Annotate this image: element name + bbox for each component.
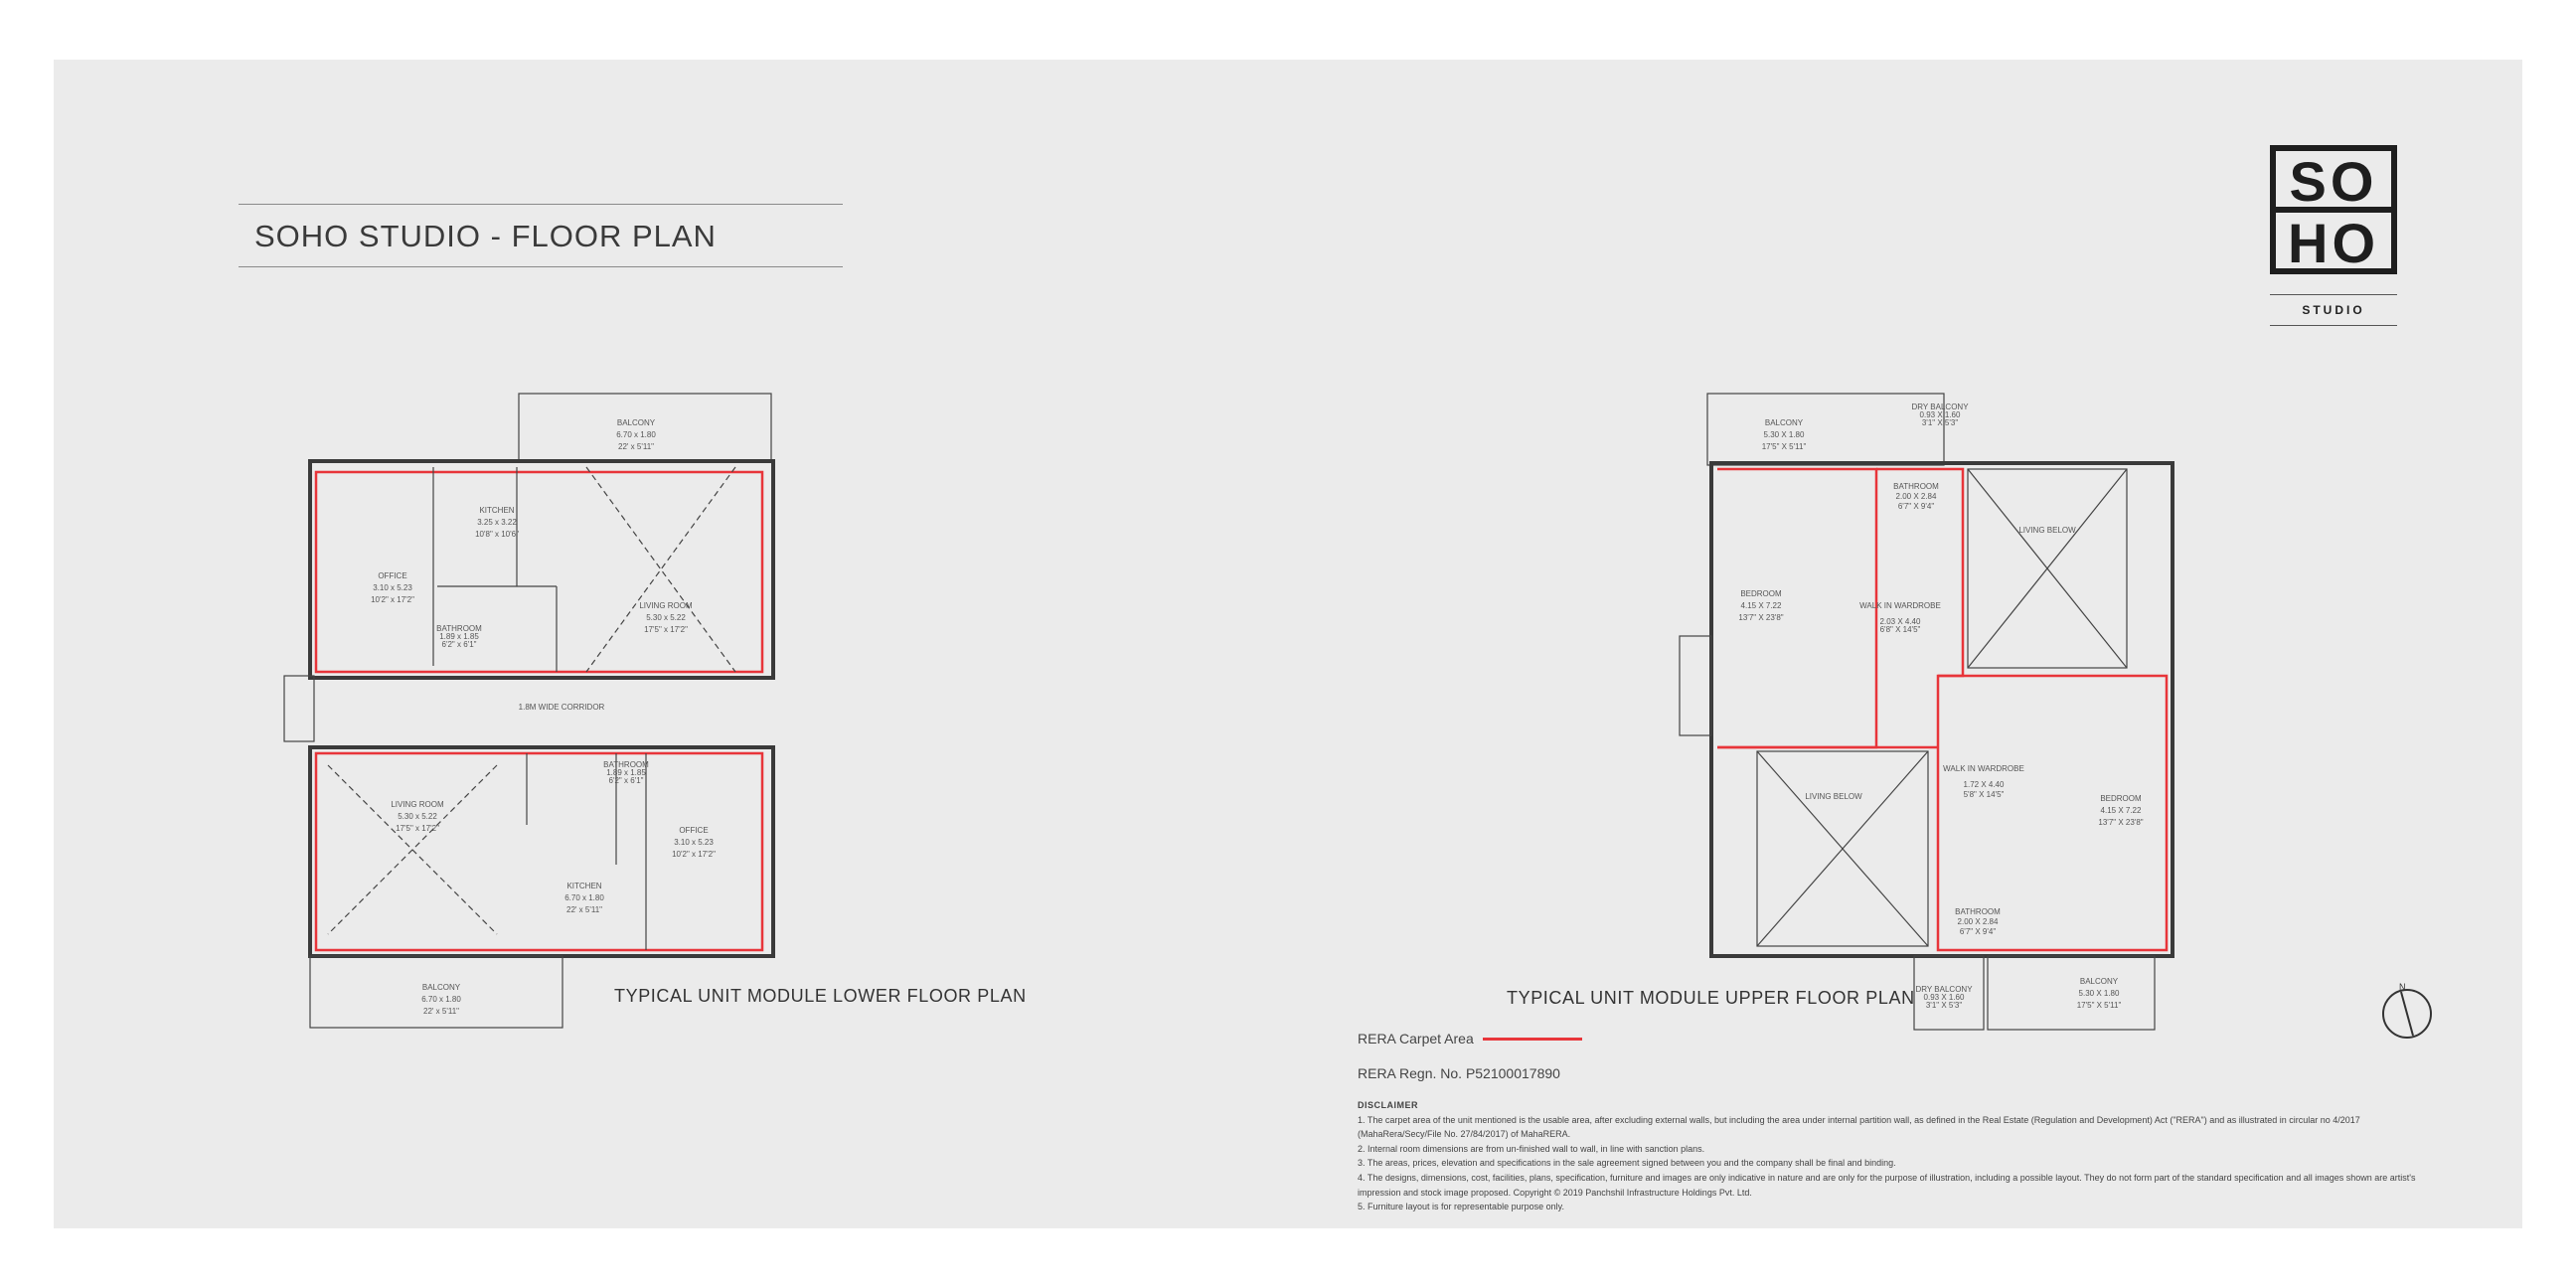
lower-top-living-name: LIVING ROOM [639,601,693,610]
lower-bottom-kitchen-dim1: 6.70 x 1.80 [564,893,604,902]
upper-plan-caption: TYPICAL UNIT MODULE UPPER FLOOR PLAN [1507,988,1915,1008]
upper-bath-top-name: BATHROOM [1893,482,1939,491]
upper-bath-bottom-dim2: 6'7" X 9'4" [1959,927,1997,936]
lower-bottom-office-dim1: 3.10 x 5.23 [674,838,714,847]
compass-north-label: N [2399,982,2406,992]
upper-unit-walls [1711,463,2173,956]
lower-top-bath-name: BATHROOM [436,624,482,633]
lower-bottom-kitchen-name: KITCHEN [566,882,602,890]
upper-side-box [1680,636,1711,735]
upper-wiw-top-dim2: 6'8" X 14'5" [1879,625,1921,634]
upper-balcony-bottom-dim1: 5.30 X 1.80 [2078,989,2120,998]
lower-top-unit-walls [310,461,773,678]
upper-dry-balcony-bottom-dim1: 0.93 X 1.60 [1923,993,1965,1002]
lower-top-kitchen-name: KITCHEN [479,506,515,515]
upper-living-below-top: LIVING BELOW [2018,526,2076,535]
lower-top-balcony-dim1: 6.70 x 1.80 [616,430,656,439]
upper-balcony-top-dim1: 5.30 X 1.80 [1763,430,1805,439]
upper-wiw-bottom-dim1: 1.72 X 4.40 [1963,780,2005,789]
lower-top-balcony-name: BALCONY [616,418,656,427]
upper-bedroom-top-dim2: 13'7" X 23'8" [1738,613,1784,622]
disclaimer-heading: DISCLAIMER [1358,1100,1418,1110]
disclaimer-item: 1. The carpet area of the unit mentioned is the usable area, after excluding external walls, but including the area under internal partition wall, as defined in the Real Estate (Regulation and Development) Act ("RERA") and as illustrated in circular no 4/2017 (MahaRera/Secy/File No. 27/84/2017) of MahaRERA. [1358,1114,2360,1140]
lower-bottom-living-dim2: 17'5" x 17'2" [396,824,439,833]
upper-bedroom-bottom-dim1: 4.15 X 7.22 [2100,806,2142,815]
north-compass [2377,980,2437,1045]
lower-plan-caption: TYPICAL UNIT MODULE LOWER FLOOR PLAN [614,986,1027,1006]
upper-wiw-top-dim1: 2.03 X 4.40 [1879,617,1921,626]
lower-top-kitchen-dim1: 3.25 x 3.22 [477,518,517,527]
upper-balcony-top-dim2: 17'5" X 5'11" [1761,442,1807,451]
upper-balcony-bottom-dim2: 17'5" X 5'11" [2076,1001,2122,1010]
lower-bottom-bath-dim1: 1.89 x 1.85 [606,768,646,777]
disclaimer-item: 2. Internal room dimensions are from un-finished wall to wall, in line with sanction plans. [1358,1143,1705,1154]
lower-bottom-office-dim2: 10'2" x 17'2" [672,850,716,859]
lower-top-kitchen-dim2: 10'8" x 10'6" [475,530,519,539]
disclaimer [1358,1098,2426,1214]
upper-wiw-bottom-name: WALK IN WARDROBE [1943,764,2024,773]
upper-bath-top-dim2: 6'7" X 9'4" [1897,502,1935,511]
lower-top-living-dim2: 17'5" x 17'2" [644,625,688,634]
lower-bottom-living-dim1: 5.30 x 5.22 [398,812,437,821]
lower-top-bath-dim2: 6'2" x 6'1" [441,640,477,649]
disclaimer-item: 5. Furniture layout is for representable purpose only. [1358,1202,1564,1212]
lower-top-office-dim1: 3.10 x 5.23 [373,583,412,592]
upper-bedroom-top-name: BEDROOM [1740,589,1782,598]
lower-bottom-balcony-outline [310,956,563,1028]
disclaimer-item: 3. The areas, prices, elevation and specifications in the sale agreement signed between you and the company shall be final and binding. [1358,1158,1896,1169]
logo-line2: HO [2288,212,2379,274]
upper-wiw-bottom-dim2: 5'8" X 14'5" [1963,790,2005,799]
upper-bedroom-top-dim1: 4.15 X 7.22 [1740,601,1782,610]
legend-label: RERA Carpet Area [1358,1031,1474,1046]
lower-bottom-balcony-dim2: 22' x 5'11" [423,1007,459,1016]
upper-living-below-bottom: LIVING BELOW [1805,792,1862,801]
disclaimer-item: 4. The designs, dimensions, cost, facilities, plans, specification, furniture and images are only indicative in nature and are only for the purpose of illustration, including a possible layout. They do not form part of the standard specification and all images shown are artist's impression and stock image proposed. Copyright © 2019 Panchshil Infrastructure Holdings Pvt. Ltd. [1358,1172,2416,1198]
upper-dry-balcony-bottom-name: DRY BALCONY [1915,985,1973,994]
lower-bottom-bath-dim2: 6'2" x 6'1" [608,776,644,785]
upper-bedroom-bottom-name: BEDROOM [2100,794,2142,803]
upper-bedroom-bottom-dim2: 13'7" X 23'8" [2098,818,2144,827]
upper-bath-top-dim1: 2.00 X 2.84 [1895,492,1937,501]
lower-bottom-office-name: OFFICE [679,826,709,835]
upper-balcony-bottom-name: BALCONY [2079,977,2119,986]
logo-line1: SO [2289,150,2378,213]
page-title: SOHO STUDIO - FLOOR PLAN [254,219,717,253]
lower-top-bath-dim1: 1.89 x 1.85 [439,632,479,641]
upper-dry-balcony-bottom-dim2: 3'1" X 5'3" [1925,1001,1963,1010]
lower-top-living-dim1: 5.30 x 5.22 [646,613,686,622]
logo-subtitle: STUDIO [2270,294,2397,326]
lower-bottom-kitchen-dim2: 22' x 5'11" [566,905,602,914]
upper-dry-balcony-top-dim2: 3'1" X 5'3" [1921,418,1959,427]
lower-bottom-balcony-dim1: 6.70 x 1.80 [421,995,461,1004]
rera-registration: RERA Regn. No. P52100017890 [1358,1065,1560,1081]
lower-bottom-living-name: LIVING ROOM [391,800,444,809]
corridor-end-box [284,676,314,741]
upper-wiw-top-name: WALK IN WARDROBE [1859,601,1941,610]
upper-dry-balcony-top-dim1: 0.93 X 1.60 [1919,410,1961,419]
upper-bath-bottom-name: BATHROOM [1955,907,2001,916]
upper-bottom-balcony-outline [1988,956,2155,1030]
lower-top-balcony-dim2: 22' x 5'11" [618,442,654,451]
upper-dry-balcony-top-name: DRY BALCONY [1911,402,1969,411]
lower-bottom-bath-name: BATHROOM [603,760,649,769]
upper-balcony-top-name: BALCONY [1764,418,1804,427]
legend-carpet-swatch [1483,1038,1582,1041]
upper-top-balcony-outline [1707,394,1944,465]
lower-top-office-name: OFFICE [378,571,407,580]
upper-bath-bottom-dim1: 2.00 X 2.84 [1957,917,1999,926]
lower-top-office-dim2: 10'2" x 17'2" [371,595,414,604]
lower-bottom-balcony-name: BALCONY [421,983,461,992]
corridor-label: 1.8M WIDE CORRIDOR [518,703,605,712]
